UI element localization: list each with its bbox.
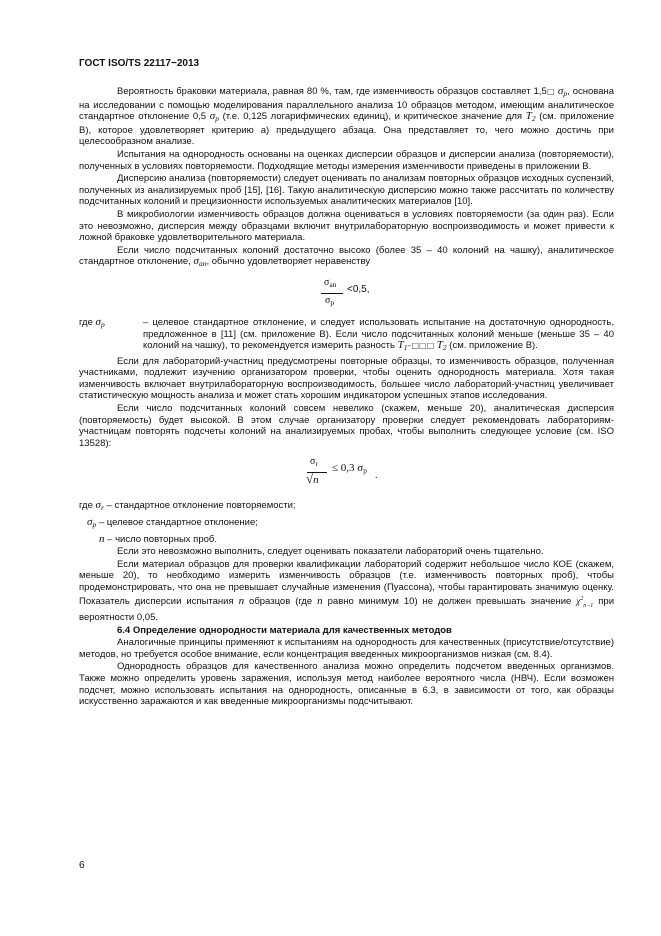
sigma-an-symbol: $\sigma_{an}$ <box>193 255 207 269</box>
t1-symbol: $T_1$ <box>397 339 408 353</box>
where-clause-n: n – число повторных проб. <box>99 532 217 545</box>
paragraph-impossible: Если это невозможно выполнить, следует оценивать показатели лабораторий очень тщательно. <box>117 546 544 558</box>
formula-inequality-2 <box>79 452 614 498</box>
text: (см. приложение В), которое удовлетворяет критерию а) предыдущего абзаца. Она представляет то, чего можно достичь при целесообразном анализе. <box>79 111 615 148</box>
page-body <box>79 86 614 709</box>
paragraph-colony-count: Если число подсчитанных колоний достаточно высоко (более 35 – 40 колоний на чашку), аналитическое стандартное отклонение, $\sigma_{an}$, обычно удовлетворяет неравенству <box>79 244 614 269</box>
paragraph-repeat-samples: Если для лабораторий-участниц предусмотрены повторные образцы, то изменчивость образцов, полученная участниками, подлежит изучению организатором проверки, чтобы оценить однородность материала. Хотя такая изменчивость включает внутрилабораторную воспроизводимость, большее число лабораторий-участниц увеличивает статистическую мощность анализа и может стать хорошим индикатором успешных этапов исследования. <box>79 355 614 402</box>
t2-symbol: $T_2$ <box>525 110 536 124</box>
missing-glyph-box: □ <box>546 87 555 96</box>
where-clause-sigma-p <box>79 317 614 354</box>
chi-square-symbol: $\chi^2_{n-1}$ <box>576 595 594 609</box>
paragraph-qualitative-principles: Аналогичные принципы применяют к испытаниям на однородность для качественных (присутствие/отсутствие) методов, но требуется особое внимание, если концентрация введенных микроорганизмов низкая (см. 8.4). <box>79 637 614 660</box>
document-header: ГОСТ ISO/TS 22117−2013 <box>79 58 200 69</box>
formula-inequality-1 <box>79 273 614 315</box>
sigma-p-symbol: $\sigma_p$ <box>557 85 568 98</box>
fraction-bar <box>321 293 343 294</box>
t2-symbol: $T_2$ <box>436 339 447 353</box>
where-clause-sigma-r: где $\sigma_r$ – стандартное отклонение повторяемости; <box>79 499 296 513</box>
text: Вероятность браковки материала, равная 80 %, там, где изменчивость образцов составляет 1,5 <box>117 86 547 97</box>
formula-denominator: $\sigma_p$ <box>325 294 335 307</box>
text: обычно удовлетворяет неравенству <box>211 256 371 268</box>
paragraph-homogeneity-tests: Испытания на однородность основаны на оценках дисперсии образцов и дисперсии анализа (повторяемости), полученных в условиях повторяемости. Подходящие методы измерения изменчивости приведены в приложении В. <box>79 148 614 172</box>
formula-rhs: ≤ 0,3 $\sigma_p$ <box>332 462 367 476</box>
formula-numerator: $\sigma_r$ <box>310 456 318 469</box>
formula-rhs: <0,5, <box>347 283 370 295</box>
paragraph-analysis-dispersion: Дисперсию анализа (повторяемости) следует оценивать по анализам повторных образцов исходных суспензий, полученных из анализируемых проб [15], [16]. Такую аналитическую дисперсию можно также рассчитать по количеству подсчитанных колоний и прецизионности используемых аналитических материалов [10]. <box>79 173 614 208</box>
section-title-6-4: 6.4 Определение однородности материала для качественных методов <box>117 624 452 636</box>
formula-denominator: √n <box>306 471 319 487</box>
missing-glyph-box: –□□□ <box>407 341 435 351</box>
paragraph-qualitative-homogeneity: Однородность образцов для качественного анализа можно определить подсчетом введенных организмов. Также можно определить уровень заражения, используя метод наиболее вероятного числа (НВЧ). Если возможен подсчет, можно использовать испытания на однородность, описанные в 6.3, в зависимости от того, как образцы искусственно заражаются и как введенные микроорганизмы подсчитывают. <box>79 661 614 708</box>
formula-period: . <box>375 470 378 482</box>
paragraph-low-cfu: Если материал образцов для проверки квалификации лабораторий содержит небольшое число КОЕ (скажем, меньше 20), то необходимо измерить изменчивость образцов (т.е. изменчивость повторных проб), чтобы продемонстрировать, что она не превышает случайные изменения (Пуассона), чтобы гарантировать значимую оценку. Показатель дисперсии испытания n образцов (где n равно минимум 10) не должен превышать значение $\chi^2_{n-1}$ при вероятности 0,05. <box>79 558 614 623</box>
paragraph-rejection-probability: Вероятность браковки материала, равная 80 %, там, где изменчивость образцов составляет 1,5□ $\sigma_p$, основана на исследовании с помощью моделирования параллельного анализа 10 образцов методом, имеющим аналитическое стандартное отклонение 0,5 $\sigma_p$ (т.е. 0,125 логарифмических единиц), и критическое значение для $T_2$ (см. приложение В), которое удовлетворяет критерию а) предыдущего абзаца. Она представляет то, чего можно достичь при целесообразном анализе. <box>79 85 615 148</box>
text: (т.е. 0,125 логарифмических единиц), и критическое значение для <box>222 111 523 123</box>
text: основана на исследовании с помощью моделирования параллельного анализа 10 образцов методом, имеющим аналитическое стандартное отклонение 0,5 <box>79 86 615 123</box>
paragraph-microbiology-variability: В микробиологии изменчивость образцов должна оцениваться в условиях повторяемости (за один раз). Если это невозможно, дисперсия между образцами включит внутрилабораторную воспроизводимость и может привести к ложной браковке удовлетворительного материала. <box>79 208 614 244</box>
sigma-p-symbol: $\sigma_p$ <box>209 110 219 124</box>
paragraph-low-colony-count: Если число подсчитанных колоний совсем невелико (скажем, меньше 20), аналитическая дисперсия (повторяемость) будет высокой. В этом случае организатору проверки следует рекомендовать лабораториям-участницам повторять подсчеты колоний на анализируемых пробах, чтобы выполнить следующее условие (см. ISO 13528): <box>79 403 614 449</box>
page-number: 6 <box>79 860 85 871</box>
where-label: где $\sigma_p$ <box>79 315 105 329</box>
text: Если число подсчитанных колоний достаточно высоко (более 35 – 40 колоний на чашку), аналитическое стандартное отклонение, <box>79 244 614 268</box>
formula-numerator: $\sigma_{an}$ <box>324 276 337 289</box>
where-text: – целевое стандартное отклонение, и следует использовать испытание на достаточную однородность, предложенное в [11] (см. приложение В). Если число подсчитанных колоний меньше (меньше 35 – 40 колоний на чашку), то рекомендуется измерить разность $T_1-□□□$ $T_2$ (см. приложение В). <box>143 316 614 353</box>
where-clause-sigma-p2: $\sigma_p$ – целевое стандартное отклонение; <box>87 516 258 530</box>
